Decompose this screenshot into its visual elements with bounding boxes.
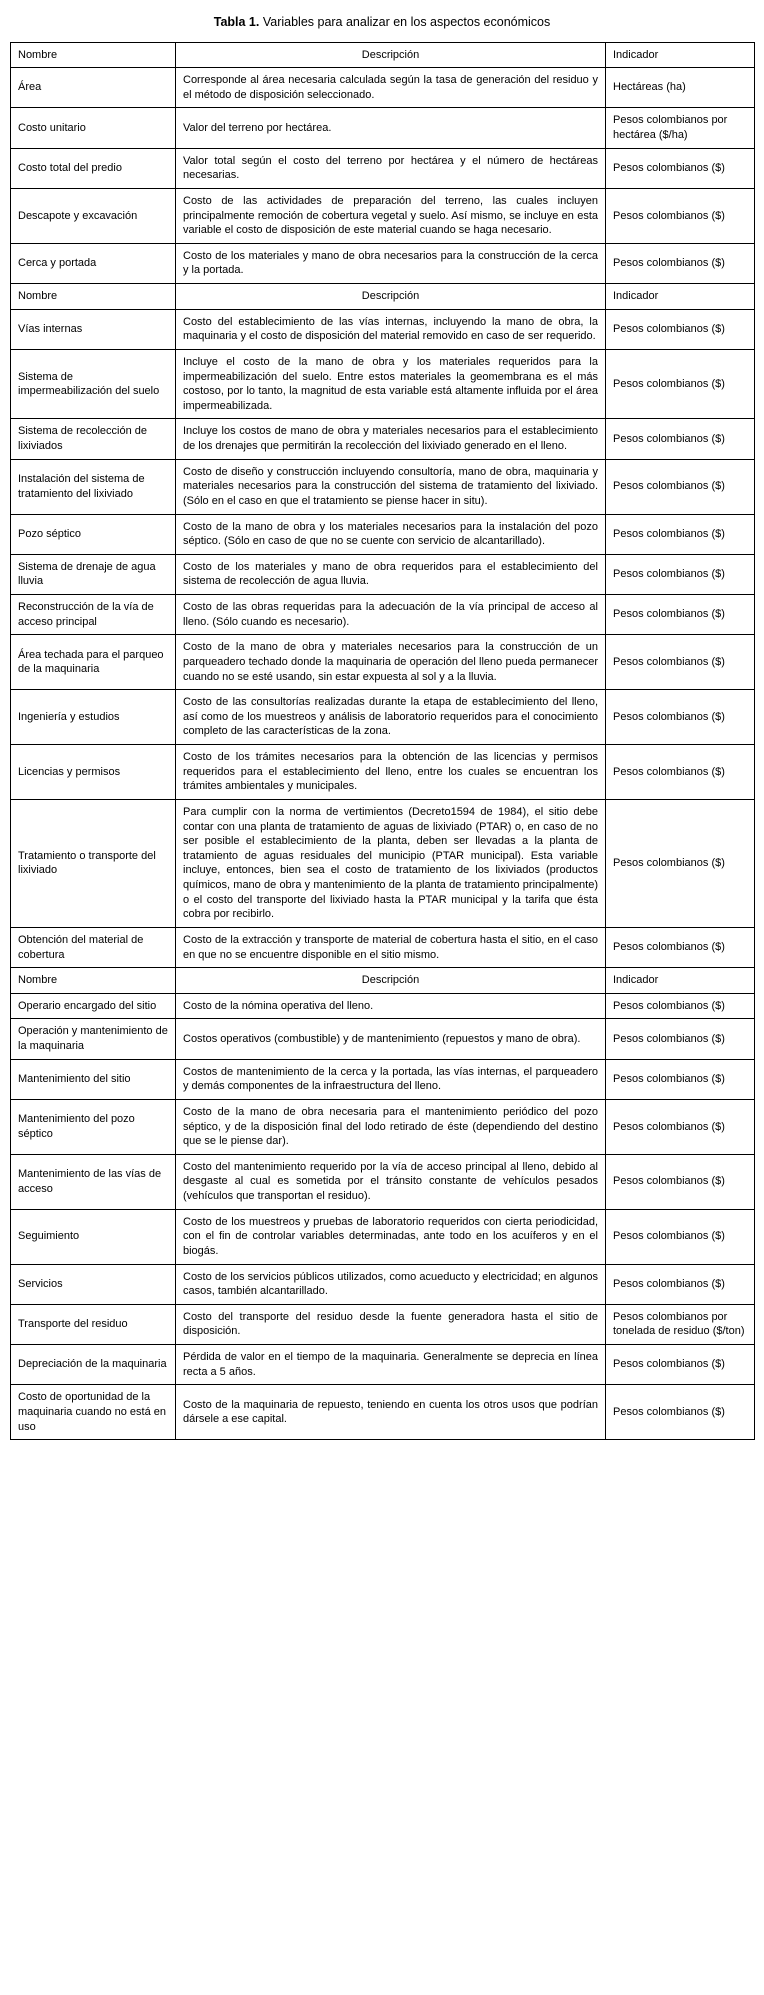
column-header-nombre: Nombre — [11, 968, 176, 994]
cell-indicador: Pesos colombianos ($) — [606, 243, 755, 283]
cell-descripcion: Costos operativos (combustible) y de mantenimiento (repuestos y mano de obra). — [176, 1019, 606, 1059]
cell-indicador: Pesos colombianos ($) — [606, 1099, 755, 1154]
cell-nombre: Vías internas — [11, 309, 176, 349]
cell-indicador: Pesos colombianos ($) — [606, 554, 755, 594]
cell-nombre: Costo total del predio — [11, 148, 176, 188]
column-header-descripcion: Descripción — [176, 968, 606, 994]
cell-descripcion: Costo de los materiales y mano de obra necesarios para la construcción de la cerca y la portada. — [176, 243, 606, 283]
cell-indicador: Pesos colombianos ($) — [606, 635, 755, 690]
cell-nombre: Mantenimiento de las vías de acceso — [11, 1154, 176, 1209]
cell-descripcion: Costo del establecimiento de las vías internas, incluyendo la mano de obra, la maquinaria y el costo de disposición del material removido en caso de ser requerido. — [176, 309, 606, 349]
column-header-nombre: Nombre — [11, 42, 176, 68]
table-header-row — [11, 42, 755, 68]
cell-descripcion: Costo de las obras requeridas para la adecuación de la vía principal de acceso al lleno. (Sólo cuando es necesario). — [176, 595, 606, 635]
table-caption-text: Variables para analizar en los aspectos económicos — [259, 15, 551, 29]
column-header-descripcion: Descripción — [176, 42, 606, 68]
cell-descripcion: Costo de la maquinaria de repuesto, teniendo en cuenta los otros usos que podrían dársele a ese capital. — [176, 1385, 606, 1440]
table-row — [11, 1019, 755, 1059]
table-row — [11, 1385, 755, 1440]
table-header-row — [11, 284, 755, 310]
table-row — [11, 309, 755, 349]
table-row — [11, 68, 755, 108]
cell-descripcion: Costo de los materiales y mano de obra requeridos para el establecimiento del sistema de recolección de agua lluvia. — [176, 554, 606, 594]
cell-indicador: Pesos colombianos ($) — [606, 799, 755, 927]
cell-indicador: Pesos colombianos ($) — [606, 1209, 755, 1264]
cell-nombre: Reconstrucción de la vía de acceso principal — [11, 595, 176, 635]
column-header-indicador: Indicador — [606, 284, 755, 310]
variables-table-body — [11, 42, 755, 1440]
cell-nombre: Descapote y excavación — [11, 188, 176, 243]
table-row — [11, 1154, 755, 1209]
cell-indicador: Pesos colombianos ($) — [606, 148, 755, 188]
cell-descripcion: Incluye el costo de la mano de obra y los materiales requeridos para la impermeabilización del suelo. Entre estos materiales la geomembrana es el más costoso, por lo tanto, la magnitud de esta variable está altamente influida por el área impermeabilizada. — [176, 349, 606, 419]
table-row — [11, 595, 755, 635]
cell-indicador: Pesos colombianos ($) — [606, 1059, 755, 1099]
table-row — [11, 635, 755, 690]
cell-indicador: Pesos colombianos ($) — [606, 309, 755, 349]
cell-descripcion: Incluye los costos de mano de obra y materiales necesarios para el establecimiento de los drenajes que permitirán la recolección del lixiviado generado en el lleno. — [176, 419, 606, 459]
cell-nombre: Operación y mantenimiento de la maquinaria — [11, 1019, 176, 1059]
table-row — [11, 1099, 755, 1154]
cell-nombre: Área techada para el parqueo de la maquinaria — [11, 635, 176, 690]
table-row — [11, 514, 755, 554]
cell-descripcion: Costo de la nómina operativa del lleno. — [176, 993, 606, 1019]
cell-indicador: Hectáreas (ha) — [606, 68, 755, 108]
cell-nombre: Cerca y portada — [11, 243, 176, 283]
column-header-descripcion: Descripción — [176, 284, 606, 310]
cell-descripcion: Costo de la mano de obra y los materiales necesarios para la instalación del pozo séptico. (Sólo en caso de que no se cuente con servicio de alcantarillado). — [176, 514, 606, 554]
table-row — [11, 554, 755, 594]
table-row — [11, 1264, 755, 1304]
cell-nombre: Pozo séptico — [11, 514, 176, 554]
cell-descripcion: Costo de la mano de obra necesaria para el mantenimiento periódico del pozo séptico, y de la disposición final del lodo retirado de éste (dependiendo del destino que se le piense dar). — [176, 1099, 606, 1154]
cell-descripcion: Valor total según el costo del terreno por hectárea y el número de hectáreas necesarias. — [176, 148, 606, 188]
cell-indicador: Pesos colombianos ($) — [606, 745, 755, 800]
cell-nombre: Instalación del sistema de tratamiento del lixiviado — [11, 459, 176, 514]
cell-descripcion: Costo de las consultorías realizadas durante la etapa de establecimiento del lleno, así como de los muestreos y análisis de laboratorio requeridos para el conocimiento completo de las características de la zona. — [176, 690, 606, 745]
cell-nombre: Obtención del material de cobertura — [11, 927, 176, 967]
table-row — [11, 993, 755, 1019]
cell-indicador: Pesos colombianos ($) — [606, 1019, 755, 1059]
cell-indicador: Pesos colombianos ($) — [606, 1264, 755, 1304]
cell-nombre: Sistema de recolección de lixiviados — [11, 419, 176, 459]
cell-indicador: Pesos colombianos ($) — [606, 1154, 755, 1209]
cell-indicador: Pesos colombianos ($) — [606, 188, 755, 243]
cell-descripcion: Costo del mantenimiento requerido por la vía de acceso principal al lleno, debido al desgaste al cual es sometida por el tránsito constante de vehículos pesados (vehículos que transportan el residuo). — [176, 1154, 606, 1209]
table-row — [11, 1059, 755, 1099]
cell-indicador: Pesos colombianos ($) — [606, 595, 755, 635]
table-caption-label: Tabla 1. — [213, 15, 260, 29]
table-row — [11, 1209, 755, 1264]
cell-indicador: Pesos colombianos ($) — [606, 927, 755, 967]
table-row — [11, 188, 755, 243]
cell-descripcion: Pérdida de valor en el tiempo de la maquinaria. Generalmente se deprecia en línea recta a 5 años. — [176, 1345, 606, 1385]
table-row — [11, 799, 755, 927]
cell-indicador: Pesos colombianos por hectárea ($/ha) — [606, 108, 755, 148]
column-header-nombre: Nombre — [11, 284, 176, 310]
table-row — [11, 108, 755, 148]
table-row — [11, 927, 755, 967]
cell-nombre: Transporte del residuo — [11, 1304, 176, 1344]
cell-descripcion: Costo de los trámites necesarios para la obtención de las licencias y permisos requeridos para el establecimiento del lleno, entre los cuales se encuentran los trámites ambientales y municipales. — [176, 745, 606, 800]
cell-descripcion: Costo de las actividades de preparación del terreno, las cuales incluyen principalmente remoción de cobertura vegetal y suelo. Así mismo, se incluye en esta variable el costo de disposición de este material cuando se haga necesario. — [176, 188, 606, 243]
cell-descripcion: Costo de la mano de obra y materiales necesarios para la construcción de un parqueadero techado donde la maquinaria de operación del lleno pueda permanecer cuando no se esté usando, sin estar expuesta al sol y a la lluvia. — [176, 635, 606, 690]
variables-table — [10, 42, 755, 1441]
cell-descripcion: Para cumplir con la norma de vertimientos (Decreto1594 de 1984), el sitio debe contar con una planta de tratamiento de aguas de lixiviado (PTAR) o, en caso de no ser posible el establecimiento de la planta, deben ser llevadas a la planta de tratamiento de aguas residuales del municipio (PTAR municipal). Esta variable incluye, entonces, bien sea el costo de tratamiento de los lixiviados (productos químicos, mano de obra y mantenimiento de la planta de tratamiento principalmente) o el costo del transporte del lixiviado hasta la PTAR municipal y la tarifa que ésta cobra por recibirlo. — [176, 799, 606, 927]
cell-indicador: Pesos colombianos ($) — [606, 419, 755, 459]
column-header-indicador: Indicador — [606, 42, 755, 68]
cell-nombre: Operario encargado del sitio — [11, 993, 176, 1019]
table-row — [11, 1345, 755, 1385]
table-row — [11, 745, 755, 800]
table-caption — [10, 14, 754, 32]
cell-nombre: Área — [11, 68, 176, 108]
cell-descripcion: Costo de diseño y construcción incluyendo consultoría, mano de obra, maquinaria y materiales necesarios para la construcción del sistema de tratamiento del lixiviado. (Sólo en el caso en que el tratamiento se piense hacer in situ). — [176, 459, 606, 514]
cell-descripcion: Costo de los servicios públicos utilizados, como acueducto y electricidad; en algunos casos, también alcantarillado. — [176, 1264, 606, 1304]
table-row — [11, 243, 755, 283]
cell-nombre: Ingeniería y estudios — [11, 690, 176, 745]
cell-descripcion: Valor del terreno por hectárea. — [176, 108, 606, 148]
cell-nombre: Depreciación de la maquinaria — [11, 1345, 176, 1385]
cell-indicador: Pesos colombianos por tonelada de residuo ($/ton) — [606, 1304, 755, 1344]
cell-indicador: Pesos colombianos ($) — [606, 459, 755, 514]
cell-indicador: Pesos colombianos ($) — [606, 690, 755, 745]
cell-nombre: Tratamiento o transporte del lixiviado — [11, 799, 176, 927]
table-row — [11, 459, 755, 514]
table-row — [11, 148, 755, 188]
table-row — [11, 690, 755, 745]
cell-descripcion: Costo de los muestreos y pruebas de laboratorio requeridos con cierta periodicidad, con el fin de controlar variables determinadas, ante todo en los acuíferos y en el biogás. — [176, 1209, 606, 1264]
cell-descripcion: Costos de mantenimiento de la cerca y la portada, las vías internas, el parqueadero y demás componentes de la infraestructura del lleno. — [176, 1059, 606, 1099]
cell-indicador: Pesos colombianos ($) — [606, 993, 755, 1019]
table-row — [11, 1304, 755, 1344]
cell-descripcion: Corresponde al área necesaria calculada según la tasa de generación del residuo y el método de disposición seleccionado. — [176, 68, 606, 108]
cell-descripcion: Costo del transporte del residuo desde la fuente generadora hasta el sitio de disposición. — [176, 1304, 606, 1344]
cell-indicador: Pesos colombianos ($) — [606, 1385, 755, 1440]
cell-indicador: Pesos colombianos ($) — [606, 1345, 755, 1385]
cell-indicador: Pesos colombianos ($) — [606, 514, 755, 554]
cell-indicador: Pesos colombianos ($) — [606, 349, 755, 419]
cell-nombre: Seguimiento — [11, 1209, 176, 1264]
cell-nombre: Costo unitario — [11, 108, 176, 148]
table-header-row — [11, 968, 755, 994]
cell-nombre: Sistema de impermeabilización del suelo — [11, 349, 176, 419]
cell-nombre: Mantenimiento del sitio — [11, 1059, 176, 1099]
cell-descripcion: Costo de la extracción y transporte de material de cobertura hasta el sitio, en el caso en que no se encuentre disponible en el sitio mismo. — [176, 927, 606, 967]
cell-nombre: Licencias y permisos — [11, 745, 176, 800]
cell-nombre: Servicios — [11, 1264, 176, 1304]
table-row — [11, 419, 755, 459]
cell-nombre: Sistema de drenaje de agua lluvia — [11, 554, 176, 594]
column-header-indicador: Indicador — [606, 968, 755, 994]
table-row — [11, 349, 755, 419]
cell-nombre: Mantenimiento del pozo séptico — [11, 1099, 176, 1154]
cell-nombre: Costo de oportunidad de la maquinaria cuando no está en uso — [11, 1385, 176, 1440]
